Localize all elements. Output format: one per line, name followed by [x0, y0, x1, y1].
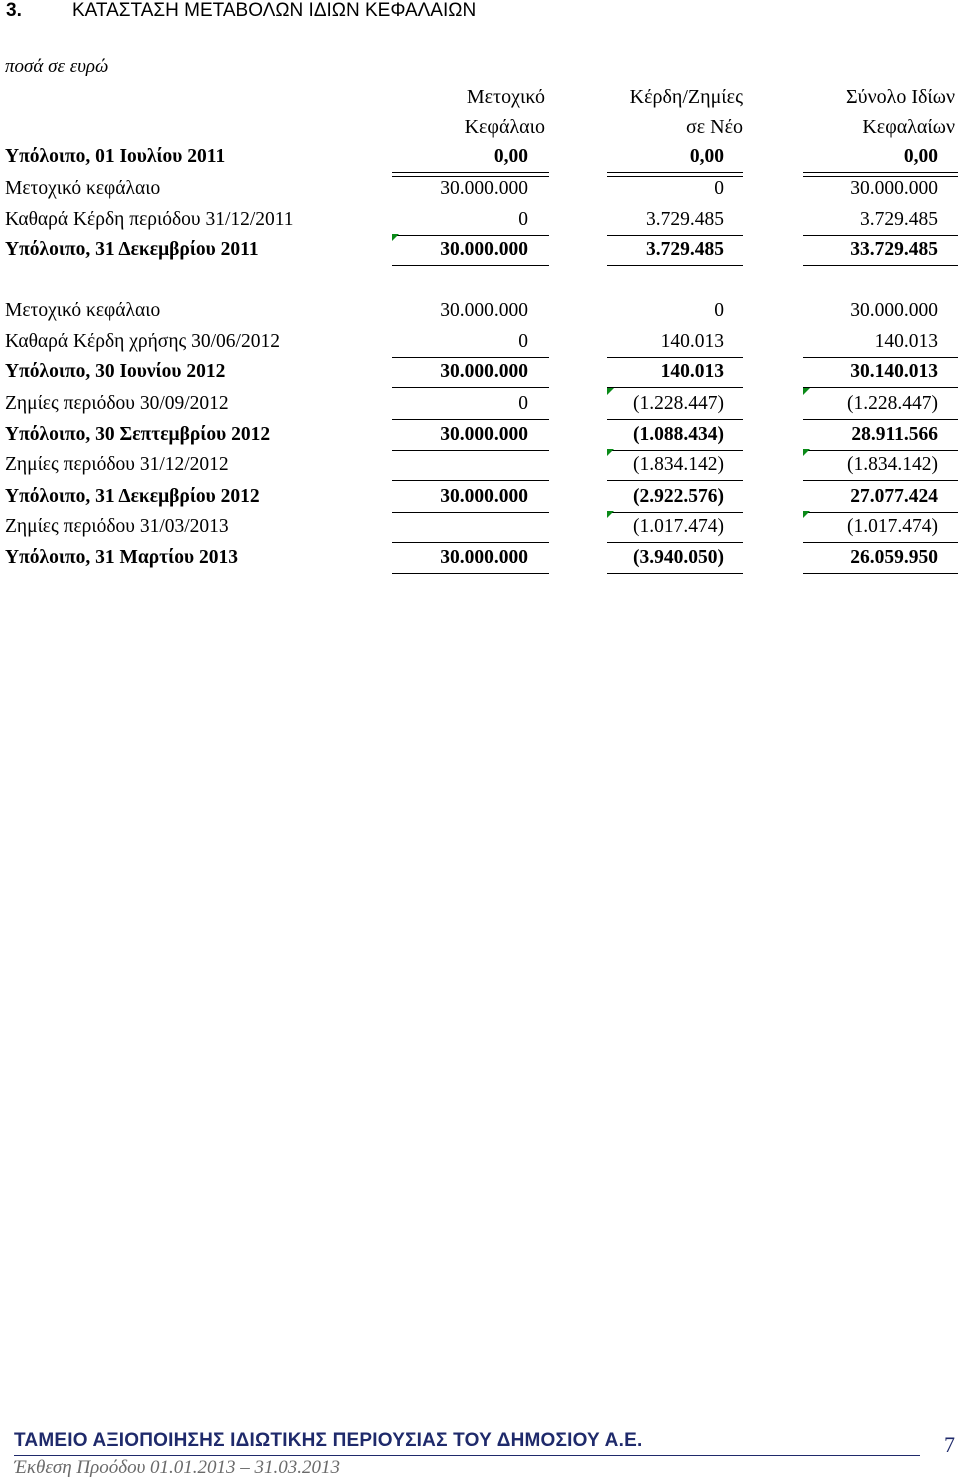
- cell-profit: (1.017.474): [633, 516, 724, 537]
- row-label: Υπόλοιπο, 30 Ιουνίου 2012: [5, 361, 226, 382]
- cell-capital: 30.000.000: [440, 300, 528, 321]
- cell-total: 30.140.013: [850, 361, 938, 382]
- row-label: Υπόλοιπο, 31 Μαρτίου 2013: [5, 547, 238, 568]
- cell-profit: (1.228.447): [633, 393, 724, 414]
- footer-rule: [14, 1455, 920, 1456]
- rule-capital: [392, 235, 549, 236]
- rule-profit: [607, 542, 743, 543]
- cell-total: 28.911.566: [851, 424, 938, 445]
- rule-profit: [607, 512, 743, 513]
- rule-capital: [392, 512, 549, 513]
- cell-profit: (2.922.576): [633, 486, 724, 507]
- cell-total: (1.228.447): [847, 393, 938, 414]
- row-label: Μετοχικό κεφάλαιο: [5, 300, 161, 321]
- cell-total: 26.059.950: [850, 547, 938, 568]
- rule-profit: [607, 387, 743, 388]
- column-header-capital-line1: Μετοχικό: [466, 86, 545, 108]
- cell-capital: 30.000.000: [440, 486, 528, 507]
- row-label: Καθαρά Κέρδη περιόδου 31/12/2011: [5, 209, 294, 230]
- cell-profit: 3.729.485: [646, 239, 724, 260]
- row-label: Μετοχικό κεφάλαιο: [5, 178, 161, 199]
- rule-capital: [392, 542, 549, 543]
- rule-profit: [607, 419, 743, 420]
- row-label: Υπόλοιπο, 30 Σεπτεμβρίου 2012: [5, 424, 271, 445]
- cell-capital: 30.000.000: [440, 361, 528, 382]
- cell-total: 3.729.485: [860, 209, 938, 230]
- rule-capital: [392, 419, 549, 420]
- row-label: Ζημίες περιόδου 31/03/2013: [5, 516, 229, 537]
- rule-profit: [607, 357, 743, 358]
- cell-capital: 0: [518, 393, 528, 414]
- cell-total: 0,00: [903, 146, 938, 167]
- cell-total: 27.077.424: [850, 486, 938, 507]
- section-title: ΚΑΤΑΣΤΑΣΗ ΜΕΤΑΒΟΛΩΝ ΙΔΙΩΝ ΚΕΦΑΛΑΙΩΝ: [72, 0, 477, 21]
- row-label: Υπόλοιπο, 01 Ιουλίου 2011: [5, 146, 226, 167]
- rule-total: [803, 573, 958, 574]
- double-rule-capital: [392, 172, 549, 177]
- cell-marker-icon: [803, 449, 810, 456]
- cell-marker-icon: [392, 234, 399, 241]
- cell-capital: 0: [518, 209, 528, 230]
- rule-total: [803, 480, 958, 481]
- row-label: Υπόλοιπο, 31 Δεκεμβρίου 2012: [5, 486, 260, 507]
- rule-profit: [607, 573, 743, 574]
- rule-total: [803, 419, 958, 420]
- rule-total: [803, 542, 958, 543]
- cell-profit: 140.013: [660, 331, 724, 352]
- cell-marker-icon: [607, 388, 614, 395]
- rule-total: [803, 265, 958, 266]
- rule-total: [803, 387, 958, 388]
- cell-capital: 30.000.000: [440, 239, 528, 260]
- cell-marker-icon: [803, 388, 810, 395]
- footer-organization-title: ΤΑΜΕΙΟ ΑΞΙΟΠΟΙΗΣΗΣ ΙΔΙΩΤΙΚΗΣ ΠΕΡΙΟΥΣΙΑΣ ΤΟΥ ΔΗΜΟΣΙΟΥ Α.Ε.: [14, 1430, 643, 1451]
- cell-profit: (3.940.050): [633, 547, 724, 568]
- unit-note: ποσά σε ευρώ: [5, 56, 109, 77]
- row-label: Υπόλοιπο, 31 Δεκεμβρίου 2011: [5, 239, 259, 260]
- section-number: 3.: [6, 0, 22, 21]
- rule-capital: [392, 387, 549, 388]
- cell-total: 140.013: [874, 331, 938, 352]
- row-label: Ζημίες περιόδου 30/09/2012: [5, 393, 229, 414]
- rule-profit: [607, 235, 743, 236]
- cell-marker-icon: [803, 511, 810, 518]
- cell-profit: 140.013: [660, 361, 724, 382]
- cell-profit: (1.834.142): [633, 454, 724, 475]
- rule-total: [803, 512, 958, 513]
- cell-capital: 30.000.000: [440, 178, 528, 199]
- cell-marker-icon: [607, 449, 614, 456]
- column-header-capital-line2: Κεφάλαιο: [464, 116, 545, 138]
- cell-profit: 0: [714, 300, 724, 321]
- cell-total: 30.000.000: [850, 300, 938, 321]
- cell-profit: 0: [714, 178, 724, 199]
- rule-capital: [392, 357, 549, 358]
- rule-profit: [607, 480, 743, 481]
- rule-capital: [392, 450, 549, 451]
- rule-capital: [392, 265, 549, 266]
- column-header-total-line1: Σύνολο Ιδίων: [846, 86, 955, 108]
- rule-capital: [392, 480, 549, 481]
- rule-total: [803, 235, 958, 236]
- cell-profit: 3.729.485: [646, 209, 724, 230]
- cell-total: (1.834.142): [847, 454, 938, 475]
- cell-marker-icon: [607, 511, 614, 518]
- rule-total: [803, 450, 958, 451]
- cell-profit: (1.088.434): [633, 424, 724, 445]
- rule-capital: [392, 573, 549, 574]
- row-label: Ζημίες περιόδου 31/12/2012: [5, 454, 229, 475]
- column-header-profit-line1: Κέρδη/Ζημίες: [629, 86, 743, 108]
- double-rule-total: [803, 172, 958, 177]
- column-header-profit-line2: σε Νέο: [685, 116, 743, 138]
- cell-capital: 30.000.000: [440, 547, 528, 568]
- rule-profit: [607, 450, 743, 451]
- cell-capital: 30.000.000: [440, 424, 528, 445]
- rule-profit: [607, 265, 743, 266]
- cell-profit: 0,00: [689, 146, 724, 167]
- footer-report-subtitle: Έκθεση Προόδου 01.01.2013 – 31.03.2013: [14, 1457, 341, 1478]
- cell-capital: 0,00: [493, 146, 528, 167]
- page-number: 7: [944, 1432, 955, 1457]
- cell-total: (1.017.474): [847, 516, 938, 537]
- cell-total: 30.000.000: [850, 178, 938, 199]
- row-label: Καθαρά Κέρδη χρήσης 30/06/2012: [5, 331, 280, 352]
- column-header-total-line2: Κεφαλαίων: [862, 116, 955, 138]
- cell-total: 33.729.485: [850, 239, 938, 260]
- rule-total: [803, 357, 958, 358]
- double-rule-profit: [607, 172, 743, 177]
- cell-capital: 0: [518, 331, 528, 352]
